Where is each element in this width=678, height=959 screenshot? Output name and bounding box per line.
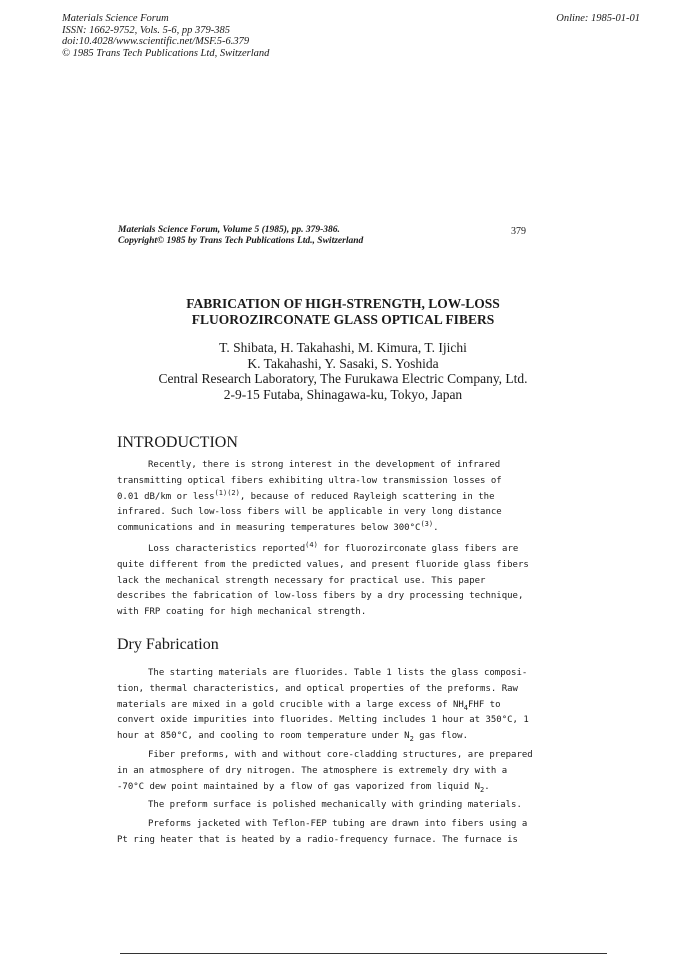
text-line: Pt ring heater that is heated by a radio-frequency furnace. The furnace is <box>117 834 518 845</box>
title-line-1: FABRICATION OF HIGH-STRENGTH, LOW-LOSS <box>186 296 500 311</box>
citation-ref: (4) <box>305 540 318 549</box>
text-line: in an atmosphere of dry nitrogen. The atmosphere is extremely dry with a <box>117 765 508 776</box>
text-run: communications and in measuring temperatures below 300°C <box>117 523 421 534</box>
text-line: with FRP coating for high mechanical strength. <box>117 607 367 618</box>
authors-line-1: T. Shibata, H. Takahashi, M. Kimura, T. Ijichi <box>219 340 467 355</box>
header-journal-name: Materials Science Forum <box>62 13 169 24</box>
online-date: Online: 1985-01-01 <box>556 13 640 24</box>
bottom-rule <box>120 953 607 955</box>
text-line <box>117 729 557 745</box>
intro-body <box>117 458 557 621</box>
text-run: hour at 850°C, and cooling to room temperature under N <box>117 731 410 742</box>
section-heading-introduction: INTRODUCTION <box>117 434 238 451</box>
text-line: convert oxide impurities into fluorides. Melting includes 1 hour at 350°C, 1 <box>117 715 529 726</box>
text-run: 0.01 dB/km or less <box>117 491 215 502</box>
text-line: The preform surface is polished mechanically with grinding materials. <box>148 800 522 811</box>
text-line: describes the fabrication of low-loss fibers by a dry processing technique, <box>117 591 524 602</box>
authors-line-2: K. Takahashi, Y. Sasaki, S. Yoshida <box>247 355 439 371</box>
header-doi: doi:10.4028/www.scientific.net/MSF.5-6.379 <box>62 36 250 47</box>
journal-header <box>62 13 269 59</box>
subscript: 2 <box>409 734 414 743</box>
citation-ref: (1)(2) <box>214 488 240 497</box>
text-line <box>117 780 557 796</box>
text-run: FHF to <box>468 699 501 710</box>
citation-ref: (3) <box>420 520 434 529</box>
text-run: for fluorozirconate glass fibers are <box>317 543 519 554</box>
text-run: , because of reduced Rayleigh scattering in the <box>239 491 495 502</box>
text-line: tion, thermal characteristics, and optical properties of the preforms. Raw <box>117 683 518 694</box>
text-line: Recently, there is strong interest in the development of infrared <box>148 460 501 470</box>
subscript: 4 <box>463 703 468 712</box>
text-line: Preforms jacketed with Teflon-FEP tubing are drawn into fibers using a <box>148 819 528 830</box>
text-run: -70°C dew point maintained by a flow of gas vaporized from liquid N <box>117 781 481 792</box>
text-line: Fiber preforms, with and without core-cladding structures, are prepared <box>148 749 533 760</box>
author-block <box>0 340 678 402</box>
title-line-2: FLUOROZIRCONATE GLASS OPTICAL FIBERS <box>191 311 495 327</box>
text-line <box>117 490 557 506</box>
text-line <box>117 698 557 714</box>
subscript: 2 <box>480 785 485 794</box>
text-line: lack the mechanical strength necessary for practical use. This paper <box>117 575 486 586</box>
citation-line-2: Copyright© 1985 by Trans Tech Publications Ltd., Switzerland <box>118 236 364 246</box>
address: 2-9-15 Futaba, Shinagawa-ku, Tokyo, Japan <box>223 386 463 402</box>
citation-line-1: Materials Science Forum, Volume 5 (1985), pp. 379-386. <box>118 225 340 235</box>
affiliation: Central Research Laboratory, The Furukawa Electric Company, Ltd. <box>158 371 528 386</box>
text-line: The starting materials are fluorides. Table 1 lists the glass composi- <box>148 668 528 678</box>
citation-block <box>118 225 363 247</box>
text-run: Loss characteristics reported <box>148 543 306 554</box>
header-issn: ISSN: 1662-9752, Vols. 5-6, pp 379-385 <box>62 24 230 36</box>
text-run: gas flow. <box>413 731 469 742</box>
text-run: materials are mixed in a gold crucible with a large excess of NH <box>117 699 464 710</box>
dry-fabrication-body <box>117 666 557 849</box>
text-line: quite different from the predicted values, and present fluoride glass fibers <box>117 559 529 570</box>
text-run: . <box>433 523 439 534</box>
section-heading-dry-fabrication: Dry Fabrication <box>117 636 219 653</box>
text-line: transmitting optical fibers exhibiting ultra-low transmission losses of <box>117 475 502 486</box>
paper-title <box>0 296 678 327</box>
text-line: infrared. Such low-loss fibers will be applicable in very long distance <box>117 507 502 518</box>
header-copyright: © 1985 Trans Tech Publications Ltd, Switzerland <box>62 47 270 59</box>
text-line <box>117 542 557 558</box>
page-number: 379 <box>511 226 526 237</box>
text-run: . <box>484 781 490 792</box>
text-line <box>117 521 557 537</box>
